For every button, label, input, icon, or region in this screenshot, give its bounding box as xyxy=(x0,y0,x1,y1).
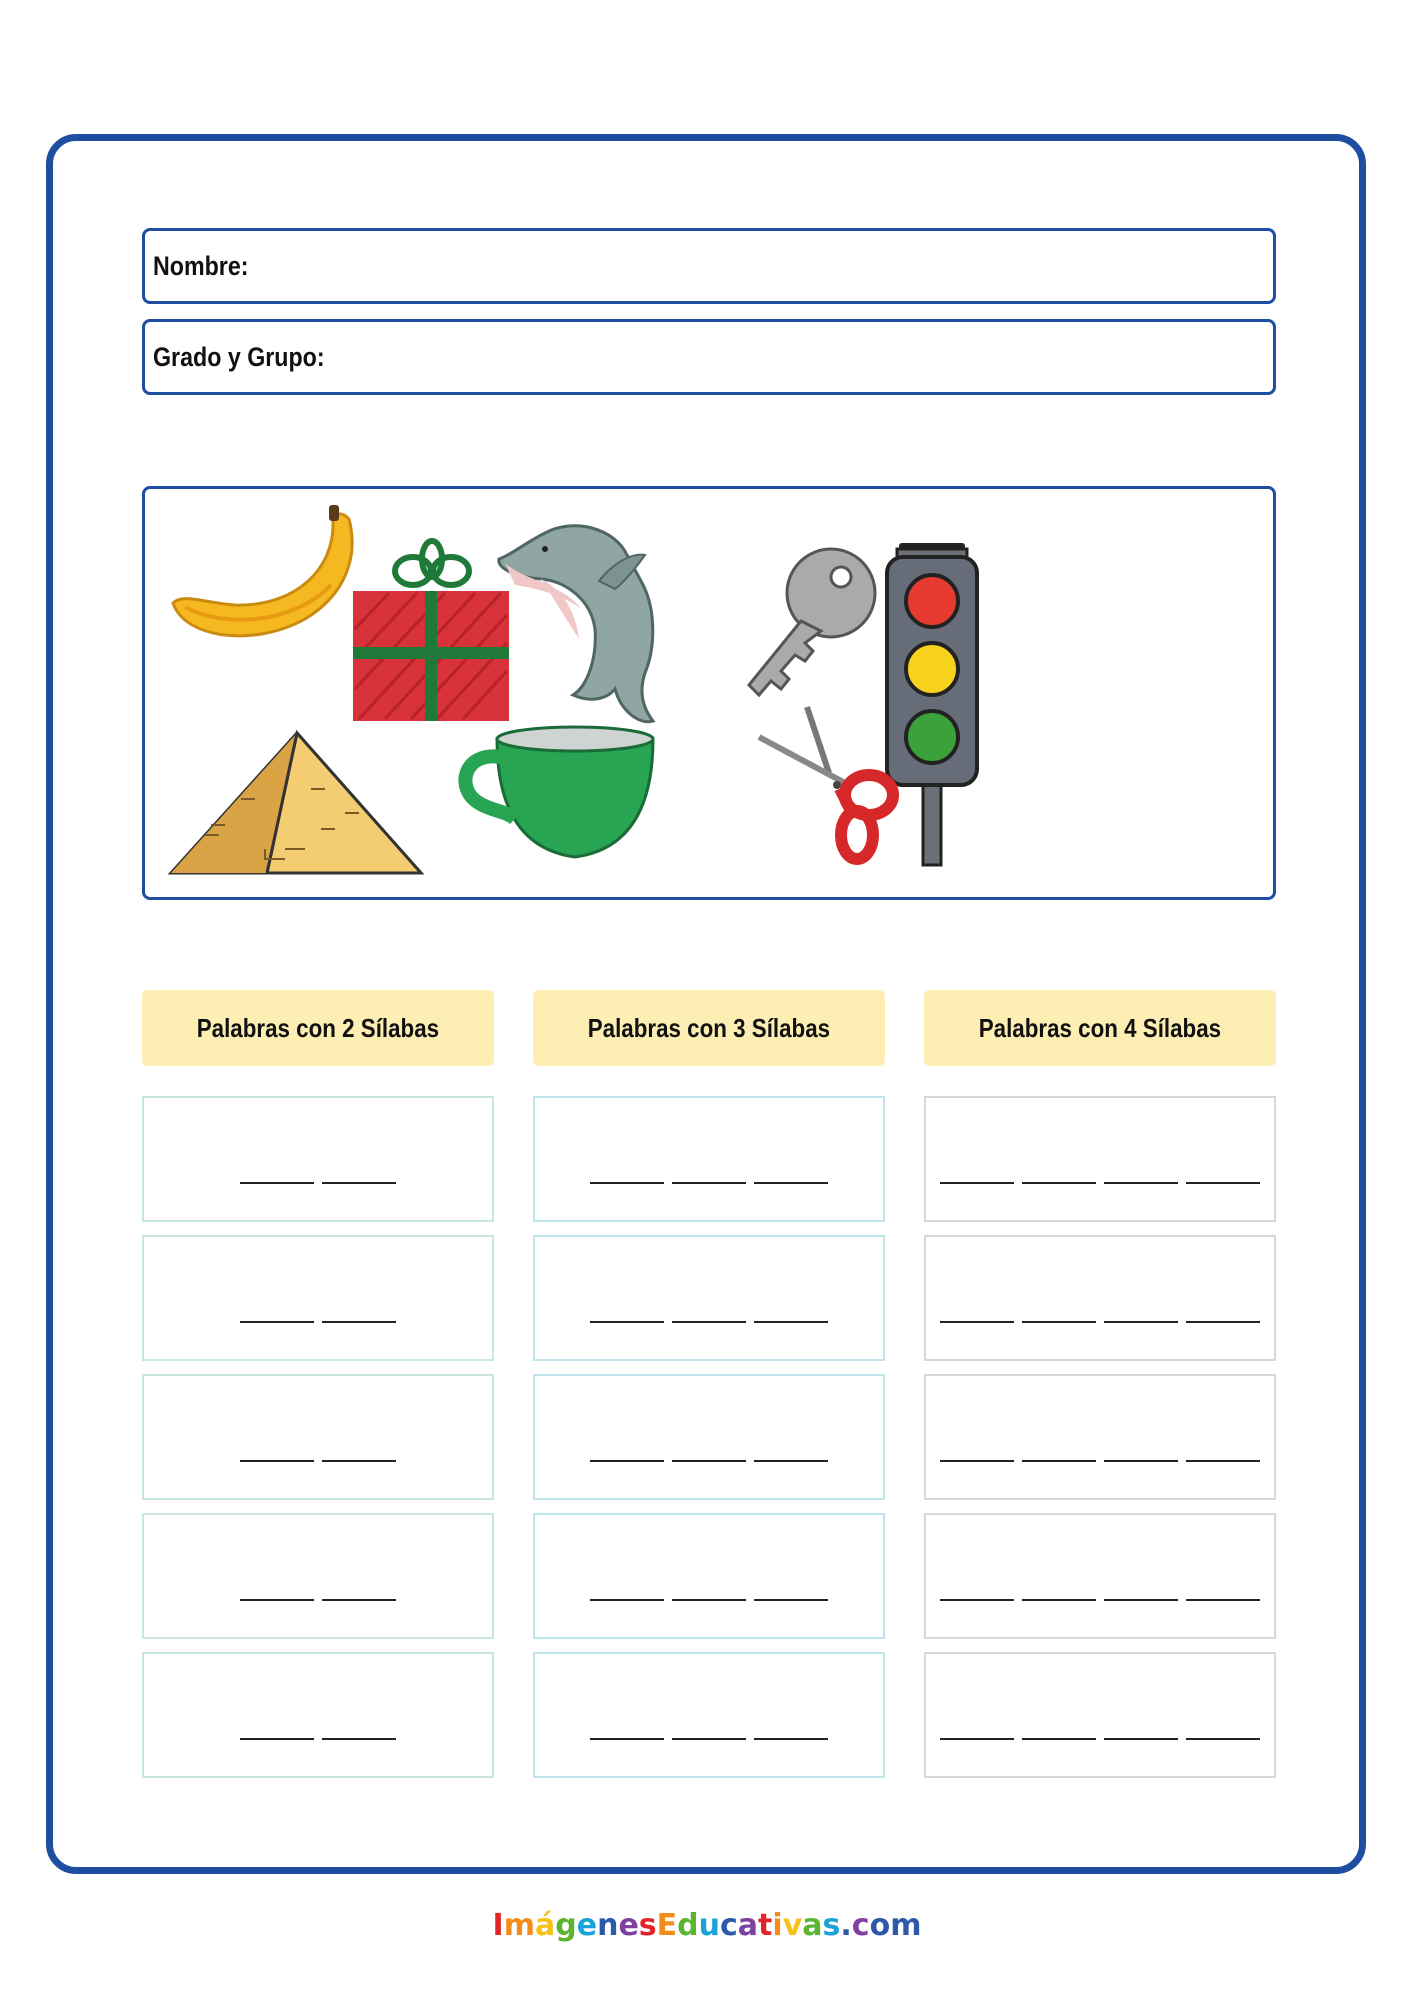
syllable-blank-line[interactable] xyxy=(240,1738,314,1740)
syllable-blank-line[interactable] xyxy=(672,1182,746,1184)
column-header-label: Palabras con 4 Sílabas xyxy=(978,1012,1222,1043)
answer-box[interactable] xyxy=(533,1096,885,1222)
syllable-blank-line[interactable] xyxy=(240,1460,314,1462)
images-box xyxy=(142,486,1276,900)
syllable-blank-line[interactable] xyxy=(1104,1460,1178,1462)
syllable-blanks xyxy=(926,1460,1274,1462)
syllable-blank-line[interactable] xyxy=(1022,1738,1096,1740)
column-header-label: Palabras con 3 Sílabas xyxy=(587,1012,831,1043)
syllable-blank-line[interactable] xyxy=(1104,1738,1178,1740)
syllable-blank-line[interactable] xyxy=(590,1321,664,1323)
syllable-blank-line[interactable] xyxy=(940,1182,1014,1184)
answer-box[interactable] xyxy=(142,1235,494,1361)
syllable-blank-line[interactable] xyxy=(322,1321,396,1323)
syllable-blanks xyxy=(535,1460,883,1462)
footer-brand xyxy=(0,1908,1414,1943)
answer-box[interactable] xyxy=(924,1513,1276,1639)
syllable-blank-line[interactable] xyxy=(240,1321,314,1323)
column-header-2-syllables xyxy=(142,990,494,1066)
answer-box[interactable] xyxy=(533,1235,885,1361)
syllable-blank-line[interactable] xyxy=(1104,1182,1178,1184)
banana-icon xyxy=(173,505,352,636)
syllable-blanks xyxy=(535,1321,883,1323)
footer-text: ImágenesEducativas.com xyxy=(492,1908,922,1943)
answer-box[interactable] xyxy=(533,1374,885,1500)
answer-box[interactable] xyxy=(142,1513,494,1639)
name-field[interactable] xyxy=(142,228,1276,304)
syllable-blanks xyxy=(926,1738,1274,1740)
key-icon xyxy=(749,549,875,695)
syllable-blank-line[interactable] xyxy=(672,1599,746,1601)
scissors-icon xyxy=(759,707,893,859)
syllable-blank-line[interactable] xyxy=(940,1599,1014,1601)
column-header-4-syllables xyxy=(924,990,1276,1066)
syllable-blank-line[interactable] xyxy=(1022,1460,1096,1462)
syllable-blank-line[interactable] xyxy=(240,1182,314,1184)
syllable-blank-line[interactable] xyxy=(1022,1599,1096,1601)
answer-box[interactable] xyxy=(142,1374,494,1500)
syllable-blank-line[interactable] xyxy=(322,1599,396,1601)
grade-group-label: Grado y Grupo: xyxy=(153,341,325,372)
syllable-blank-line[interactable] xyxy=(672,1321,746,1323)
syllable-blank-line[interactable] xyxy=(1186,1738,1260,1740)
syllable-blanks xyxy=(535,1599,883,1601)
syllable-blank-line[interactable] xyxy=(754,1460,828,1462)
syllable-blank-line[interactable] xyxy=(1186,1460,1260,1462)
syllable-blank-line[interactable] xyxy=(754,1321,828,1323)
answer-box[interactable] xyxy=(924,1374,1276,1500)
dolphin-icon xyxy=(499,526,653,722)
syllable-blank-line[interactable] xyxy=(322,1460,396,1462)
answer-box[interactable] xyxy=(533,1652,885,1778)
grade-group-field[interactable] xyxy=(142,319,1276,395)
syllable-blank-line[interactable] xyxy=(1186,1599,1260,1601)
syllable-blank-line[interactable] xyxy=(754,1182,828,1184)
syllable-blank-line[interactable] xyxy=(590,1738,664,1740)
column-header-3-syllables xyxy=(533,990,885,1066)
answer-box[interactable] xyxy=(924,1096,1276,1222)
syllable-blank-line[interactable] xyxy=(672,1460,746,1462)
answer-box[interactable] xyxy=(142,1652,494,1778)
syllable-blanks xyxy=(926,1599,1274,1601)
syllable-blank-line[interactable] xyxy=(590,1182,664,1184)
syllable-blanks xyxy=(926,1321,1274,1323)
syllable-blank-line[interactable] xyxy=(1022,1321,1096,1323)
syllable-blanks xyxy=(535,1738,883,1740)
syllable-blank-line[interactable] xyxy=(590,1599,664,1601)
syllable-blank-line[interactable] xyxy=(322,1738,396,1740)
cup-icon xyxy=(465,727,653,857)
name-label: Nombre: xyxy=(153,250,249,281)
answer-box[interactable] xyxy=(924,1652,1276,1778)
syllable-blank-line[interactable] xyxy=(940,1738,1014,1740)
syllable-blanks xyxy=(144,1599,492,1601)
traffic-light-icon xyxy=(887,543,977,865)
syllable-blank-line[interactable] xyxy=(940,1321,1014,1323)
syllable-blanks xyxy=(144,1321,492,1323)
syllable-blanks xyxy=(144,1738,492,1740)
syllable-blank-line[interactable] xyxy=(1022,1182,1096,1184)
syllable-blank-line[interactable] xyxy=(1104,1321,1178,1323)
answer-box[interactable] xyxy=(924,1235,1276,1361)
column-header-label: Palabras con 2 Sílabas xyxy=(196,1012,440,1043)
syllable-blanks xyxy=(144,1460,492,1462)
gift-icon xyxy=(353,541,509,721)
answer-box[interactable] xyxy=(533,1513,885,1639)
syllable-blank-line[interactable] xyxy=(1186,1182,1260,1184)
answer-box[interactable] xyxy=(142,1096,494,1222)
syllable-blank-line[interactable] xyxy=(322,1182,396,1184)
syllable-blanks xyxy=(144,1182,492,1184)
syllable-blanks xyxy=(926,1182,1274,1184)
syllable-blank-line[interactable] xyxy=(240,1599,314,1601)
syllable-blanks xyxy=(535,1182,883,1184)
syllable-blank-line[interactable] xyxy=(1104,1599,1178,1601)
syllable-blank-line[interactable] xyxy=(1186,1321,1260,1323)
pyramid-icon xyxy=(171,733,421,873)
syllable-blank-line[interactable] xyxy=(754,1599,828,1601)
syllable-blank-line[interactable] xyxy=(940,1460,1014,1462)
syllable-blank-line[interactable] xyxy=(590,1460,664,1462)
syllable-blank-line[interactable] xyxy=(754,1738,828,1740)
syllable-blank-line[interactable] xyxy=(672,1738,746,1740)
